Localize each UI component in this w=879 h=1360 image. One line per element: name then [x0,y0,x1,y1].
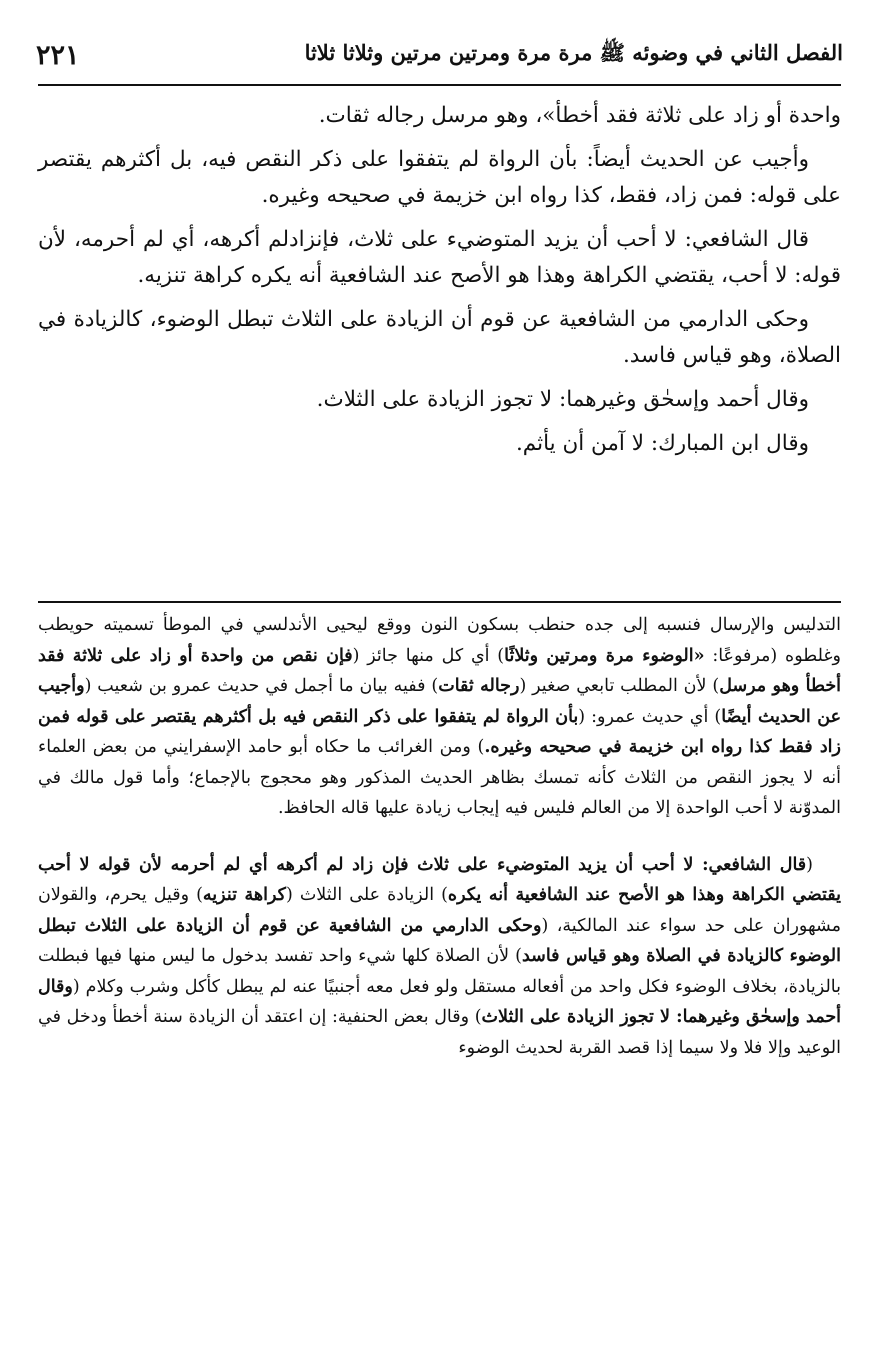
commentary-segment: ) أي كل منها جائز ( [352,645,505,666]
commentary-paragraph [38,850,841,1064]
running-header [36,30,843,80]
quoted-segment: وحكى الدارمي من الشافعية عن قوم أن الزيادة على الثلاث تبطل الوضوء كالزيادة في الصلاة وهو قياس فاسد [38,915,841,966]
main-paragraph: قال الشافعي: لا أحب أن يزيد المتوضيء على ثلاث، فإنزادلم أكرهه، أي لم أحرمه، لأن قوله: لا أحب، يقتضي الكراهة وهذا هو الأصح عند الشافعية أنه يكره كراهة تنزيه. [38,227,841,288]
quoted-segment: كراهة تنزيه [202,885,286,905]
commentary-segment: ) وقيل يحرم، والقولان مشهوران على حد سواء عند المالكية، ( [38,885,841,936]
main-text [38,98,841,470]
commentary-segment: ( [806,854,813,875]
commentary [38,610,841,1063]
commentary-segment: التدليس والإرسال فنسبه إلى جده حنطب بسكون النون ووقع ليحيى الأندلسي في الموطأ تسميته حويطب وغلطوه (مرفوعًا: [38,615,842,666]
header-rule [38,84,841,86]
commentary-segment: ) وقال بعض الحنفية: إن اعتقد أن الزيادة سنة أخطأ ودخل في الوعيد وإلا فلا ولا سيما إذا قصد القربة لحديث الوضوء [38,1007,841,1058]
commentary-separator [38,601,841,603]
main-paragraph: وقال أحمد وإسحٰق وغيرهما: لا تجوز الزيادة على الثلاث. [316,387,809,412]
main-paragraph: وأجيب عن الحديث أيضاً: بأن الرواة لم يتفقوا على ذكر النقص فيه، بل أكثرهم يقتصر على قوله: فمن زاد، فقط، كذا رواه ابن خزيمة في صحيحه وغيره. [38,147,841,208]
commentary-segment: ) الزيادة على الثلاث ( [285,885,448,905]
commentary-segment: ) ففيه بيان ما أجمل في حديث عمرو بن شعيب ( [84,676,439,696]
chapter-title: الفصل الثاني في وضوئه ﷺ مرة مرة ومرتين مرتين وثلاثا ثلاثا [304,39,843,65]
main-paragraph: وحكى الدارمي من الشافعية عن قوم أن الزيادة على الثلاث تبطل الوضوء، كالزيادة في الصلاة، وهو قياس فاسد. [38,307,841,368]
page-number: ٢٢١ [36,39,80,71]
quoted-segment: رجاله ثقات [438,676,520,696]
main-paragraph: واحدة أو زاد على ثلاثة فقد أخطأ»، وهو مرسل رجاله ثقات. [318,103,841,128]
commentary-segment: ) لأن المطلب تابعي صغير ( [519,676,720,696]
quoted-segment: قال الشافعي: لا أحب أن يزيد المتوضيء على ثلاث فإن زاد لم أكرهه أي لم أحرمه لأن قوله لا أحب يقتضي الكراهة وهذا هو الأصح عند الشافعية أنه يكره [38,854,842,905]
quoted-segment: بأن الرواة لم يتفقوا على ذكر النقص فيه بل أكثرهم يقتصر على قوله فمن زاد فقط كذا رواه ابن خزيمة في صحيحه وغيره. [38,706,841,757]
commentary-segment: ) أي حديث عمرو: ( [578,706,722,727]
commentary-paragraph [38,610,841,824]
quoted-segment: «الوضوء مرة ومرتين وثلاثًا [504,645,705,666]
quoted-segment: وأجيب عن الحديث أيضًا [38,676,842,727]
commentary-segment: ) لأن الصلاة كلها شيء واحد تفسد بدخول ما ليس منها فيها فبطلت بالزيادة، بخلاف الوضوء فكل واحد من أفعاله مستقل ولو فعل معه أجنبيًا عنه لم يبطل كأكل وشرب وكلام ( [38,946,841,997]
quoted-segment: فإن نقص من واحدة أو زاد على ثلاثة فقد أخطأ وهو مرسل [38,645,842,696]
commentary-segment: ) ومن الغرائب ما حكاه أبو حامد الإسفرايني من بعض العلماء أنه لا يجوز النقص من الثلاث كأنه تمسك بظاهر الحديث المذكور وهو محجوج بالإجماع؛ وأما قول مالك في المدوّنة لا أحب الواحدة إلا من العالم فليس فيه إيجاب زيادة عليها قاله الحافظ. [38,737,841,818]
main-paragraph: وقال ابن المبارك: لا آمن أن يأثم. [515,431,809,456]
quoted-segment: وقال أحمد وإسحٰق وغيرهما: لا تجوز الزيادة على الثلاث [38,976,842,1027]
